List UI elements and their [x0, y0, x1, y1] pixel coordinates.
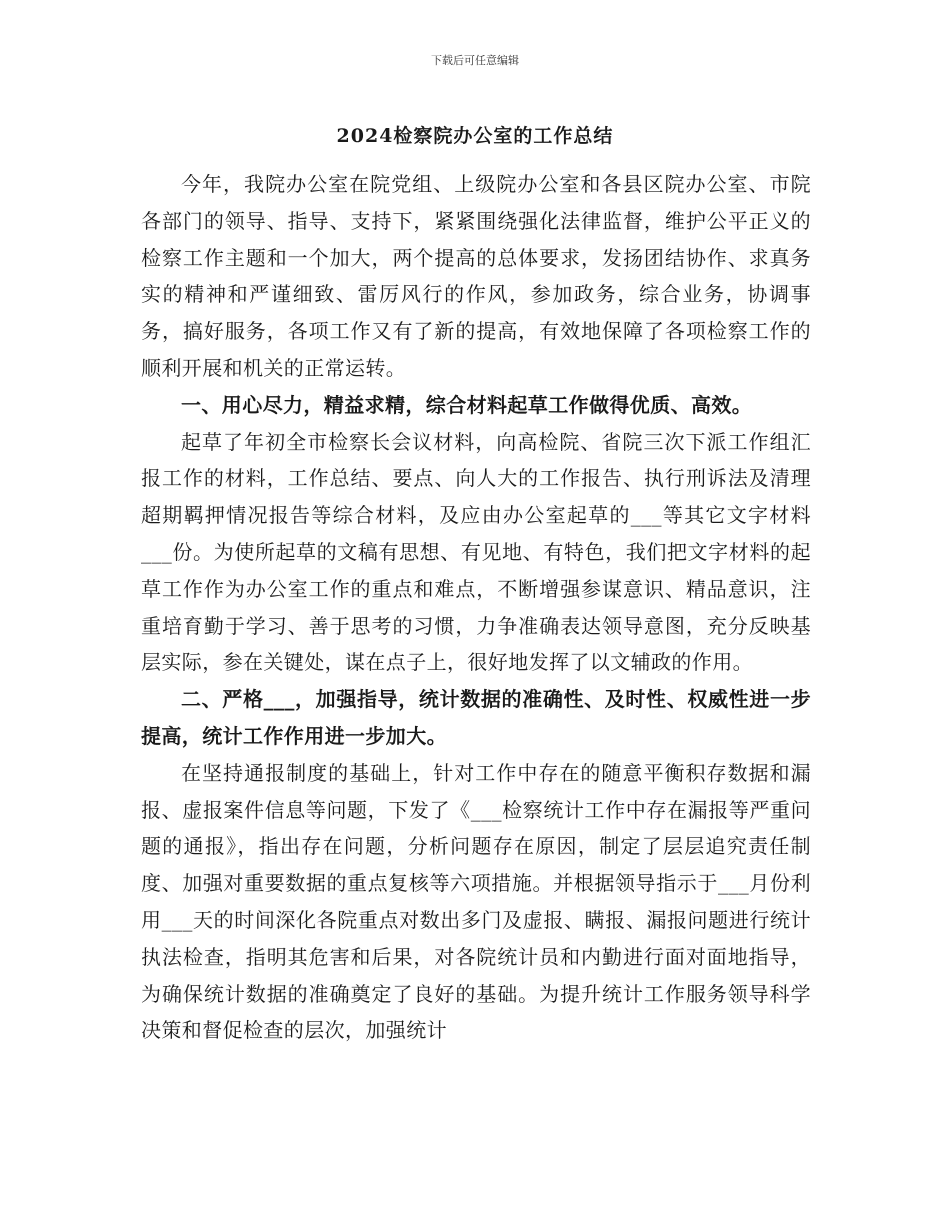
- document-title: 2024检察院办公室的工作总结: [336, 125, 614, 147]
- document-body: [141, 166, 811, 1049]
- paragraph-section-1: 起草了年初全市检察长会议材料，向高检院、省院三次下派工作组汇报工作的材料，工作总结、要点、向人大的工作报告、执行刑诉法及清理超期羁押情况报告等综合材料，及应由办公室起草的___等其它文字材料___份。为使所起草的文稿有思想、有见地、有特色，我们把文字材料的起草工作作为办公室工作的重点和难点，不断增强参谋意识、精品意识，注重培育勤于学习、善于思考的习惯，力争准确表达领导意图，充分反映基层实际，参在关键处，谋在点子上，很好地发挥了以文辅政的作用。: [141, 429, 811, 675]
- section-heading-1: 一、用心尽力，精益求精，综合材料起草工作做得优质、高效。: [181, 392, 753, 417]
- paragraph-section-2: 在坚持通报制度的基础上，针对工作中存在的随意平衡积存数据和漏报、虚报案件信息等问题，下发了《___检察统计工作中存在漏报等严重问题的通报》，指出存在问题，分析问题存在原因，制定了层层追究责任制度、加强对重要数据的重点复核等六项措施。并根据领导指示于___月份利用___天的时间深化各院重点对数出多门及虚报、瞒报、漏报问题进行统计执法检查，指明其危害和后果，对各院统计员和内勤进行面对面地指导，为确保统计数据的准确奠定了良好的基础。为提升统计工作服务领导科学决策和督促检查的层次，加强统计: [141, 760, 811, 1043]
- paragraph-intro: 今年，我院办公室在院党组、上级院办公室和各县区院办公室、市院各部门的领导、指导、支持下，紧紧围绕强化法律监督，维护公平正义的检察工作主题和一个加大，两个提高的总体要求，发扬团结协作、求真务实的精神和严谨细致、雷厉风行的作风，参加政务，综合业务，协调事务，搞好服务，各项工作又有了新的提高，有效地保障了各项检察工作的顺利开展和机关的正常运转。: [141, 172, 811, 380]
- section-heading-2: 二、严格___，加强指导，统计数据的准确性、及时性、权威性进一步提高，统计工作作用进一步加大。: [141, 687, 811, 748]
- header-note: 下载后可任意编辑: [431, 54, 519, 67]
